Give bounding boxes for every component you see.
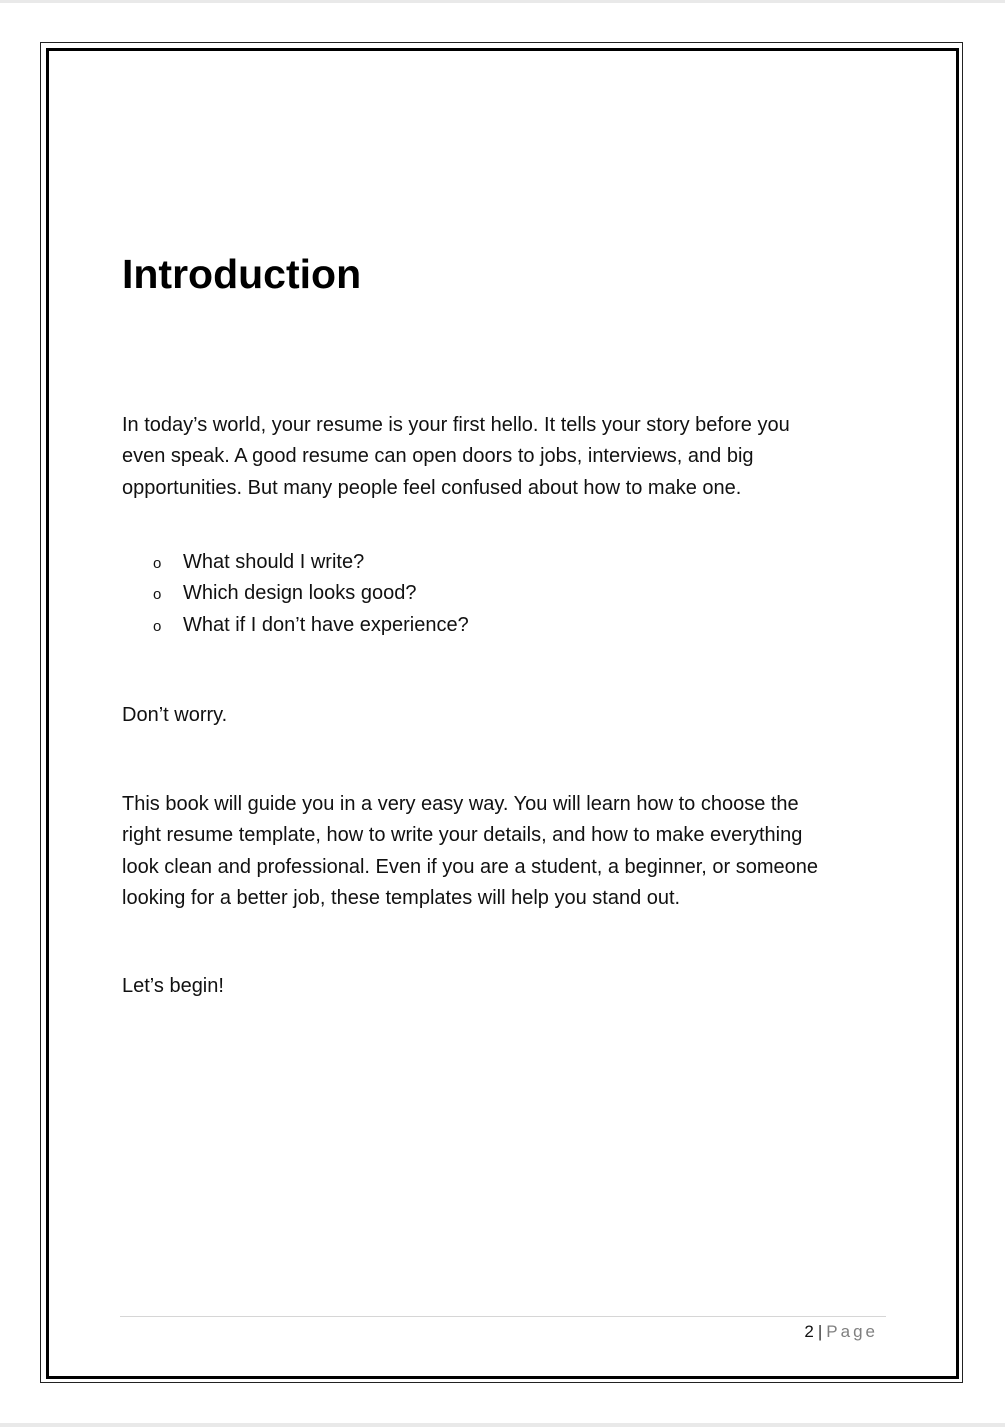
list-item-text: What if I don’t have experience? [183, 613, 469, 636]
reassurance-paragraph [122, 700, 892, 731]
page-footer [804, 1321, 878, 1343]
footer-separator: | [817, 1322, 823, 1341]
circle-bullet-icon: o [153, 586, 162, 604]
page-number: 2 [804, 1322, 814, 1341]
text-line: This book will guide you in a very easy way. You will learn how to choose the [122, 793, 799, 815]
list-item [122, 547, 469, 578]
book-guide-paragraph [122, 789, 892, 914]
top-edge-rule [0, 0, 1005, 3]
text-line: opportunities. But many people feel confused about how to make one. [122, 476, 742, 499]
list-item-text: Which design looks good? [183, 582, 417, 605]
text-line: look clean and professional. Even if you are a student, a beginner, or someone [122, 855, 819, 878]
text-line: Don’t worry. [122, 704, 228, 726]
page-label: Page [826, 1322, 878, 1341]
text-line: right resume template, how to write your details, and how to make everything [122, 824, 803, 847]
list-item [122, 578, 469, 609]
text-line: looking for a better job, these templates will help you stand out. [122, 886, 681, 909]
intro-paragraph [122, 410, 892, 504]
circle-bullet-icon: o [153, 617, 162, 635]
list-item-text: What should I write? [183, 551, 365, 573]
circle-bullet-icon: o [153, 555, 162, 572]
text-line: Let’s begin! [122, 975, 224, 997]
questions-list [122, 547, 469, 641]
page-title: Introduction [122, 251, 362, 297]
bottom-edge-rule [0, 1423, 1005, 1427]
text-line: In today’s world, your resume is your first hello. It tells your story before you [122, 414, 790, 436]
list-item [122, 610, 469, 641]
closing-paragraph [122, 971, 892, 1002]
text-line: even speak. A good resume can open doors to jobs, interviews, and big [122, 445, 754, 468]
footer-divider [120, 1316, 886, 1317]
